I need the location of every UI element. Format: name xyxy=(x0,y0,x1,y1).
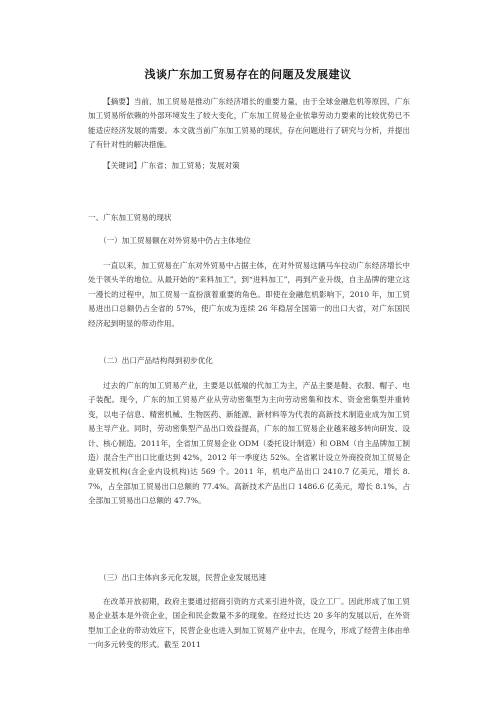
document-title: 浅谈广东加工贸易存在的问题及发展建议 xyxy=(144,68,352,81)
keywords-line: 【关键词】广东省；加工贸易；发展对策 xyxy=(103,161,240,170)
paragraph-2: 过去的广东的加工贸易产业，主要是以低端的代加工为主，产品主要是鞋、衣服、帽子、电子装配。现今，广东的加工贸易产业从劳动密集型为主向劳动密集和技术、资金密集型并重转变，以电子信息、精密机械、生物医药、新能源、新材料等为代表的高新技术制造业成为加工贸易主导产业。同时，劳动密集型产品出口效益提高，广东的加工贸易企业越来越多转向研发、设计、核心制造。2011年，全省加工贸易企业 ODM（委托设计制造）和 OBM（自主品牌加工制造）混合生产出口比重达到 42%，2012 年一季度达 52%。全省累计设立外商投资加工贸易企业研发机构(含企业内设机构)达 569 个。2011 年，机电产品出口 2410.7 亿美元，增长 8.7%，占全部加工贸易出口总额的 77.4%。高新技术产品出口 1486.6 亿美元，增长 8.1%，占全部加工贸易出口总额的 47.7%。 xyxy=(88,381,411,506)
paragraph-3: 在改革开放初期，政府主要通过招商引资的方式来引进外资，设立工厂。因此形成了加工贸易企业基本是外资企业，国企和民企数量不多的现象。在经过长达 20 多年的发展以后，在外资型加工企业的带动效应下，民营企业也进入到加工贸易产业中去，在现今，形成了经营主体由单一向多元转变的形式。截至 2011 xyxy=(88,597,410,650)
section-heading-status: 一、广东加工贸易的现状 xyxy=(88,213,172,222)
subsection-heading-1: （一）加工贸易额在对外贸易中仍占主体地位 xyxy=(99,236,251,245)
subsection-heading-2: （二）出口产品结构得到初步优化 xyxy=(99,356,213,365)
abstract-paragraph: 【摘要】当前，加工贸易是推动广东经济增长的重要力量，由于全球金融危机等原因，广东加工贸易所依赖的外部环境发生了较大变化，广东加工贸易企业依靠劳动力要素的比较优势已不能适应经济发展的需要。本文就当前广东加工贸易的现状，存在问题进行了研究与分析，并提出了有针对性的解决措施。 xyxy=(88,97,410,150)
paragraph-1: 一直以来，加工贸易在广东对外贸易中占据主体，在对外贸易这辆马车拉动广东经济增长中处于领头羊的地位。从最开始的“来料加工”，到“进料加工”，再到产业升级，自主品牌的建立这一漫长的过程中，加工贸易一直扮演着重要的角色。即使在金融危机影响下，2010 年，加工贸易进出口总额仍占全省的 57%，使广东成为连续 26 年稳居全国第一的出口大省，对广东国民经济起到明显的带动作用。 xyxy=(88,261,410,328)
subsection-heading-3: （三）出口主体向多元化发展，民营企业发展迅速 xyxy=(99,573,267,582)
